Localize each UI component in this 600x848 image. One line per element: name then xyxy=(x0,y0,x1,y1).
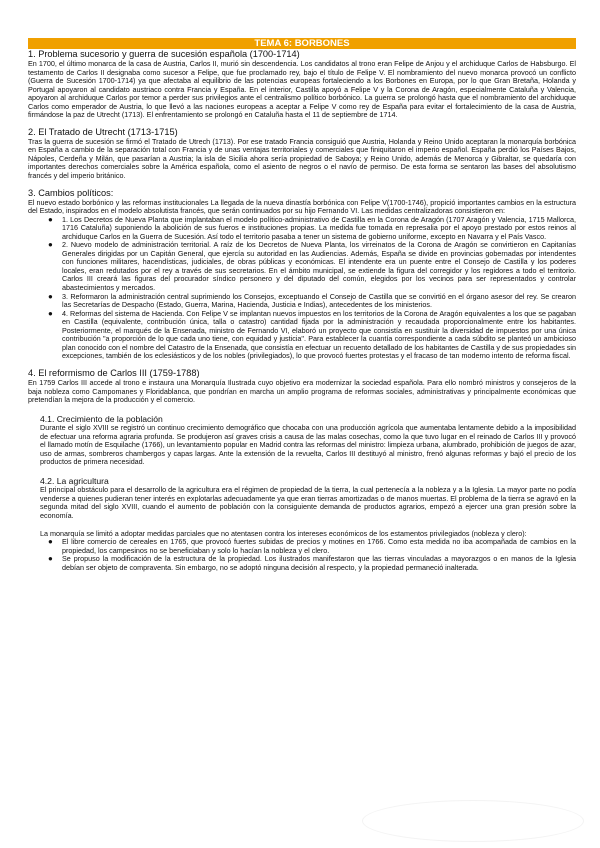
section-4-body: En 1759 Carlos III accede al trono e instaura una Monarquía Ilustrada cuyo objetivo era modernizar la sociedad española. Para ello nombró ministros y consejeros de la baja nobleza como Campomanes y Floridablanca, que pondrían en marcha un amplio programa de reformas sociales, administrativas y principalmente económicas que pretendían la mejora de la producción y el comercio. xyxy=(28,377,576,405)
document-title: TEMA 6: BORBONES xyxy=(28,38,576,49)
bullet-icon: ● xyxy=(48,291,53,301)
bullet-icon: ● xyxy=(48,240,53,250)
list-item: ● Se propuso la modificación de la estructura de la propiedad. Los ilustrados manifestaron que las tierras vinculadas a mayorazgos o en manos de la Iglesia debían ser objeto de compraventa. Sin embargo, no se adoptó ninguna decisión al respecto, y la propiedad permaneció inalterada. xyxy=(48,554,576,572)
list-item: ● El libre comercio de cereales en 1765, que provocó fuertes subidas de precios y motines en 1766. Como esta medida no iba acompañada de cambios en la propiedad, los campesinos no se beneficiaban y solo lo hacían la nobleza y el clero. xyxy=(48,537,576,555)
list-item: ● 3. Reformaron la administración central suprimiendo los Consejos, exceptuando el Consejo de Castilla que se convirtió en el órgano asesor del rey. Se crearon las Secretarías de Despacho (Estado, Guerra, Marina, Hacienda, Justicia e Indias), antecedentes de los ministerios. xyxy=(48,291,576,310)
section-4-2-body-2: La monarquía se limitó a adoptar medidas parciales que no atentasen contra los intereses económicos de los estamentos privilegiados (nobleza y clero): xyxy=(40,528,527,538)
section-4-2-heading: 4.2. La agricultura xyxy=(40,475,109,486)
bullet-icon: ● xyxy=(48,308,53,318)
list-item: ● 1. Los Decretos de Nueva Planta que implantaban el modelo político-administrativo de Castilla en la Corona de Aragón (1707 Aragón y Valencia, 1715 Mallorca, 1716 Cataluña) suponiendo la abolición de sus fueros e instituciones propias. La medida fue tomada en represalia por el apoyo prestado por estos reinos al archiduque Carlos en la Guerra de Sucesión. Así todo el territorio pasaba a tener un sistema de gobierno uniforme, excepto en Navarra y el País Vasco. xyxy=(48,214,576,241)
section-1-heading: 1. Problema sucesorio y guerra de sucesión española (1700-1714) xyxy=(28,49,300,59)
section-4-1-body: Durante el siglo XVIII se registró un continuo crecimiento demográfico que chocaba con una producción agrícola que aumentaba lentamente debido a la imposibilidad de efectuar una reforma agraria profunda. Se produjeron así graves crisis a causa de las malas cosechas, como la que tuvo lugar en el reinado de Carlos III y provocó el llamado motín de Esquilache (1766), un levantamiento popular en Madrid contra las reformas del ministro: limpieza urbana, alumbrado, prohibición de juegos de azar, uso de armas, sombreros chambergos y capas largas. Ante la extensión de la revuelta, Carlos III destituyó al ministro, frenó algunas reformas y bajó el precio de los productos de primera necesidad. xyxy=(40,423,576,467)
section-1-body: En 1700, el último monarca de la casa de Austria, Carlos II, murió sin descendencia. Los candidatos al trono eran Felipe de Anjou y el archiduque Carlos de Habsburgo. El testamento de Carlos II designaba como sucesor a Felipe, que fue proclamado rey, bajo el título de Felipe V. El nombramiento del nuevo monarca provocó un conflicto (Guerra de Sucesión 1700-1714) ya que afectaba al equilibrio de las potencias europeas fortaleciendo a los Borbones en Europa, por lo que Gran Bretaña, Holanda y Portugal apoyaron al candidato austriaco contra Francia y España. En el interior, Castilla apoyó a Felipe V y la Corona de Aragón, especialmente Cataluña y Valencia, apoyaron al archiduque Carlos por temor a perder sus privilegios ante el centralismo político borbónico. La guerra se prolongó hasta que el nombramiento del archiduque Carlos como emperador de Austria, lo que llevó a las naciones europeas a aceptar a Felipe V como rey de España para evitar el fortalecimiento de la casa de Austria, firmándose la paz de Utrecht (1713). El enfrentamiento se prolongó en Cataluña hasta el 11 de septiembre de 1714. xyxy=(28,59,576,120)
section-2-body: Tras la guerra de sucesión se firmó el Tratado de Utrech (1713). Por ese tratado Francia consiguió que Austria, Holanda y Reino Unido aceptaran la monarquía borbónica en España a cambio de la separación total con Francia y de unas ventajas territoriales y comerciales que finiquitaron el imperio español. España perdió los Países Bajos, Nápoles, Cerdeña y Milán, que pasarían a Austria; la isla de Sicilia ahora sería propiedad de Saboya; y Reino Unido, además de Menorca y Gibraltar, se quedaría con importantes derechos comerciales sobre la América española, como el asiento de negros o el navío de permiso. De esta forma se sentaron las bases del absolutismo francés y del imperio británico. xyxy=(28,136,576,181)
section-2-heading: 2. El Tratado de Utrecht (1713-1715) xyxy=(28,126,178,137)
bullet-icon: ● xyxy=(48,537,53,547)
section-4-2-list xyxy=(28,538,576,572)
bullet-icon: ● xyxy=(48,554,53,564)
bullet-icon: ● xyxy=(48,214,53,224)
list-item: ● 4. Reformas del sistema de Hacienda. Con Felipe V se implantan nuevos impuestos en los territorios de la Corona de Aragón equivalentes a los que se pagaban en Castilla (equivalente, contribución única, talla o catastro) cantidad fijada por la administración y recaudada proporcionalmente entre los habitantes. Posteriormente, el marqués de la Ensenada, ministro de Fernando VI, elaboró un proyecto que consistía en sustituir la diversidad de impuestos por una única contribución "a proporción de lo que cada uno tiene, con equidad y justicia". Para establecer la cuantía correspondiente a cada súbdito se planteó un ambicioso plan conocido con el nombre del Catastro de la Ensenada, que consistía en efectuar un recuento detallado de los habitantes de Castilla y de sus propiedades sin excepciones, también de los eclesiásticos y de los nobles (privilegiados), lo que provocó fuertes protestas y el fracaso de tan moderno intento de reforma fiscal. xyxy=(48,308,576,361)
list-item: ● 2. Nuevo modelo de administración territorial. A raíz de los Decretos de Nueva Planta, los virreinatos de la Corona de Aragón se convirtieron en Capitanías Generales dirigidas por un Capitán General, que ejercía su autoridad en las Audiencias. Además, España se divide en provincias gobernadas por intendentes con funciones militares, hacendísticas, judiciales, de obras públicas y económicas. El intendente era un puente entre el Consejo de Castilla y los poderes locales, eran redutados por el rey a través de sus secretarios. En el ámbito municipal, se extiende la figura del corregidor y los regidores a todo el territorio. Carlos III creará las figuras del procurador síndico personero y del diputado del común, elegidos por los vecinos para ser representados y controlar abastecimientos y mercados. xyxy=(48,240,576,293)
section-3-intro: El nuevo estado borbónico y las reformas institucionales La llegada de la nueva dinastía borbónica con Felipe V(1700-1746), propició importantes cambios en la estructura del Estado, inspirados en el modelo absolutista francés, que serán continuados por su hijo Fernando VI. Las medidas centralizadoras consistieron en: xyxy=(28,197,576,216)
section-3-heading: 3. Cambios políticos: xyxy=(28,187,114,198)
section-4-1-heading: 4.1. Crecimiento de la población xyxy=(40,413,163,424)
section-4-heading: 4. El reformismo de Carlos III (1759-1788) xyxy=(28,367,200,378)
section-4-2-body: El principal obstáculo para el desarrollo de la agricultura era el régimen de propiedad de la tierra, la cual pertenecía a la nobleza y a la Iglesia. La mayor parte no podía venderse a quienes pudieran tener interés en explotarlas adecuadamente ya que eran tierras amortizadas o de manos muertas. El problema de la tierra se agravó en la segunda mitad del siglo XVIII, cuando el aumento de población con la consiguiente demanda de productos agrarios, empezó a ejercer una gran presión sobre la economía. xyxy=(40,485,576,520)
document-page xyxy=(28,38,576,572)
faint-watermark xyxy=(362,800,584,842)
section-3-list xyxy=(28,216,576,361)
